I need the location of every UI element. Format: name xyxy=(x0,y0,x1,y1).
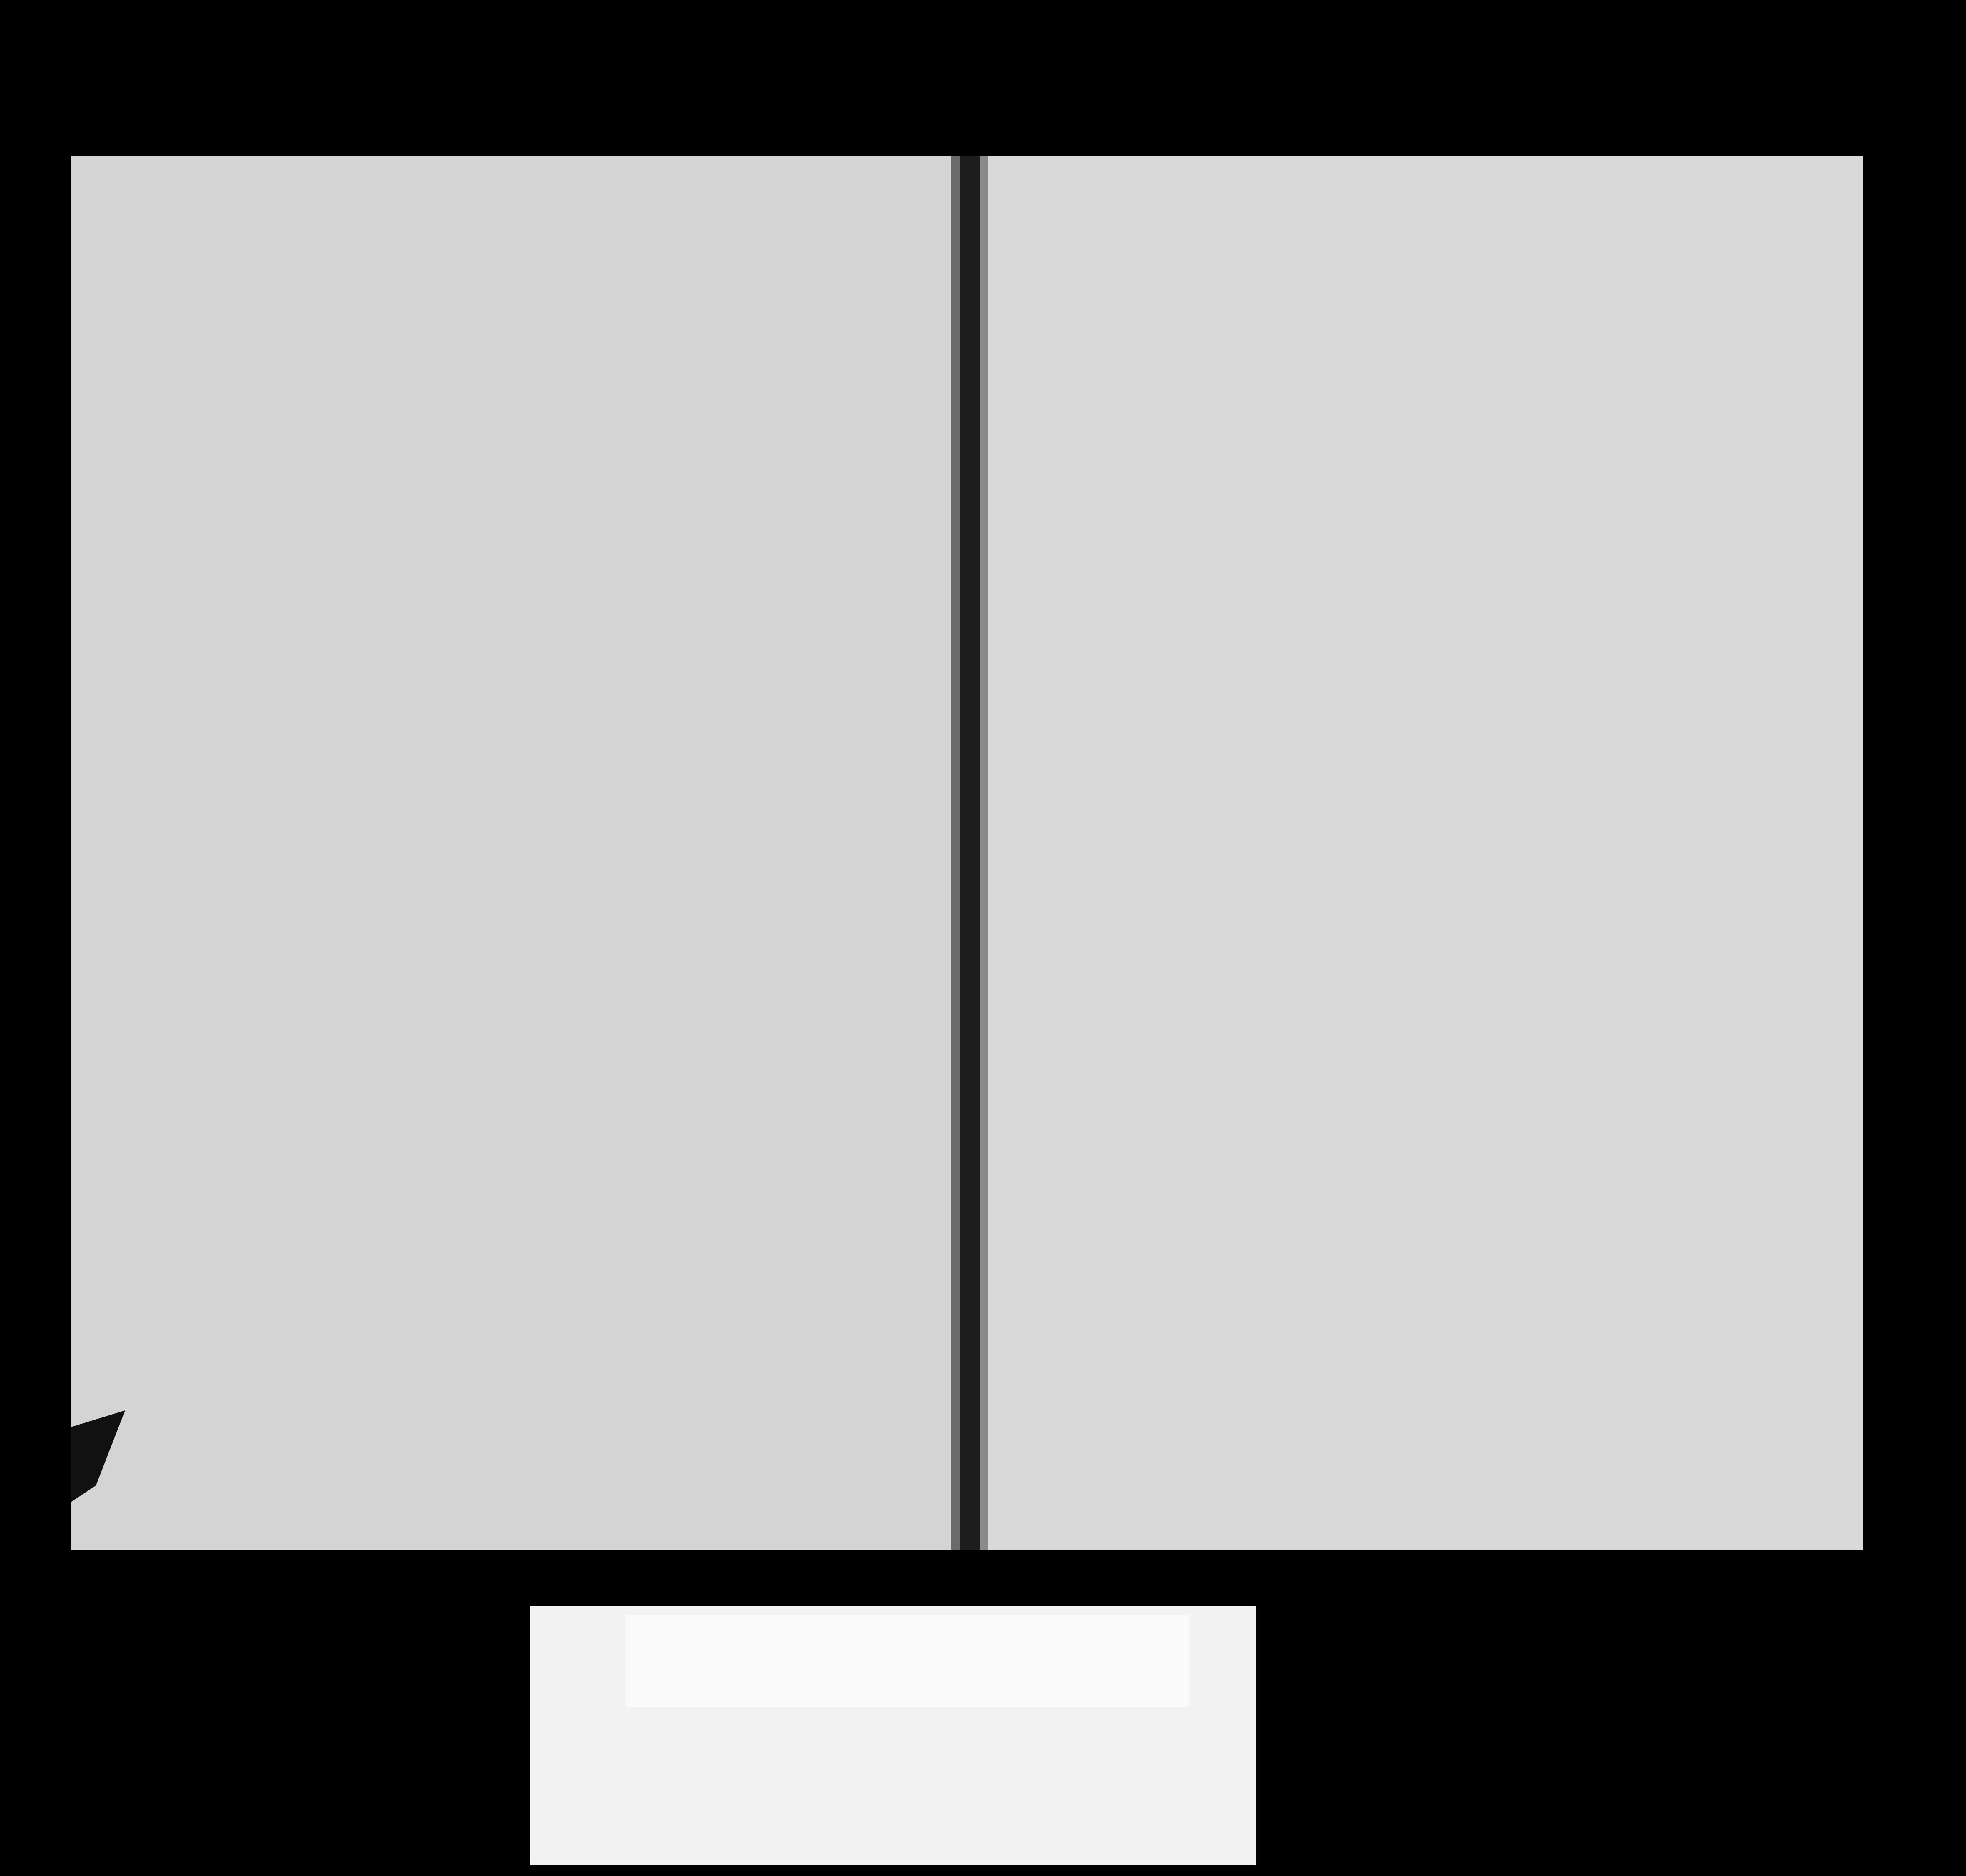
binding xyxy=(960,156,980,1550)
archive-label-slip xyxy=(626,1615,1189,1707)
right-page xyxy=(974,156,1863,1550)
left-page xyxy=(71,156,974,1550)
